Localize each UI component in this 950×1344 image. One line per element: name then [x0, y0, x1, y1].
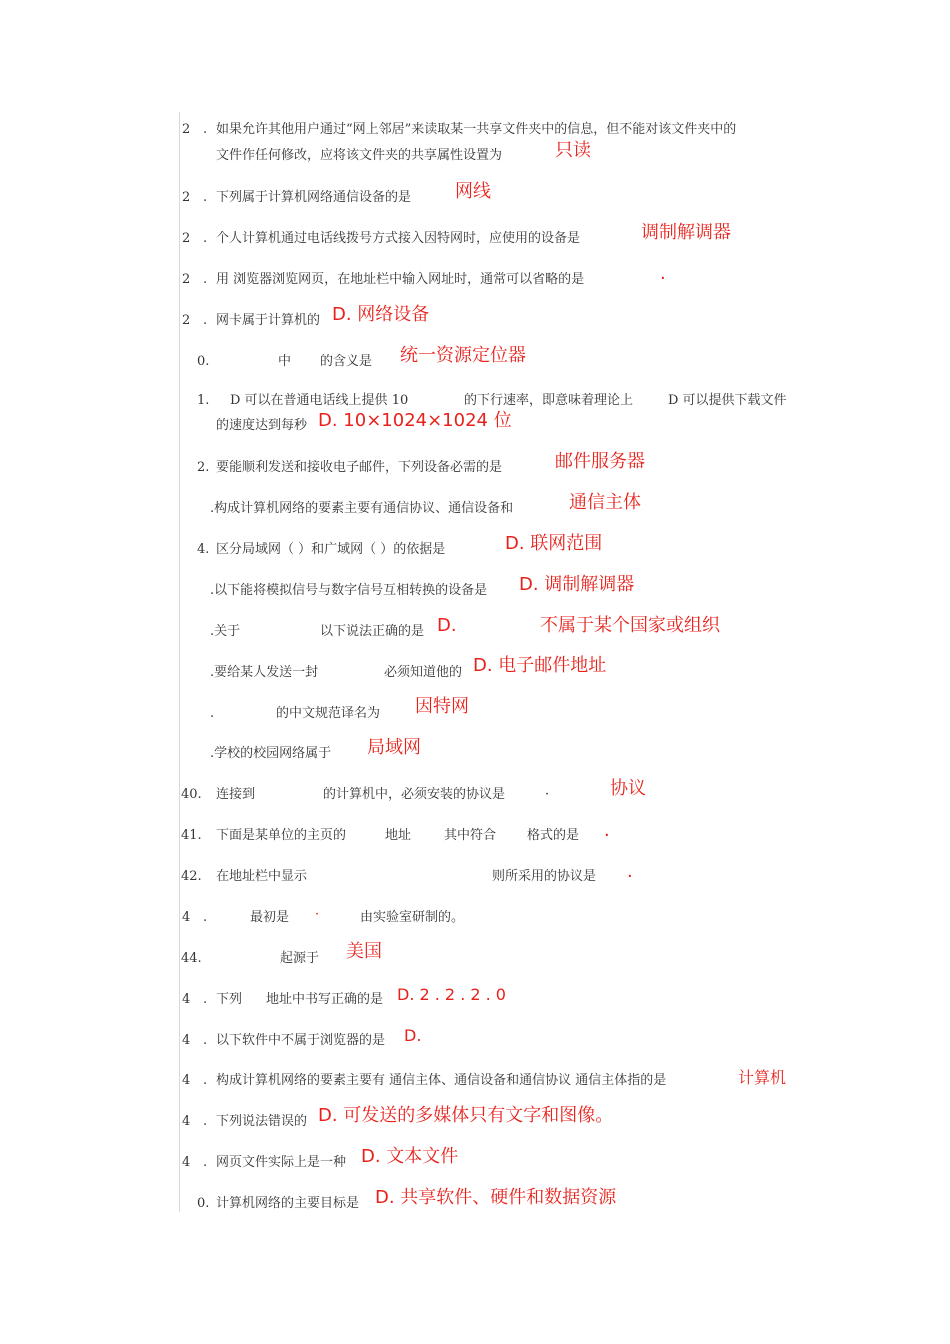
question-text: 的速度达到每秒	[216, 418, 308, 433]
question-text: 构成计算机网络的要素主要有 通信主体、通信设备和通信协议 通信主体指的是	[216, 1073, 667, 1088]
question-text: 的下行速率，即意味着理论上	[464, 393, 634, 408]
answer-text: 局域网	[367, 737, 421, 758]
answer-text: 调制解调器	[641, 222, 731, 243]
question-number: 2	[182, 231, 191, 246]
left-margin-line	[179, 112, 180, 1212]
question-text: .关于	[210, 624, 241, 639]
question-text: 要能顺利发送和接收电子邮件，下列设备必需的是	[216, 460, 503, 475]
answer-text: 计算机	[738, 1068, 787, 1087]
question-text: 区分局域网（ ）和广域网（ ）的依据是	[216, 542, 446, 557]
question-dot: ·	[315, 907, 320, 922]
answer-text: D. 联网范围	[505, 533, 603, 554]
answer-text: D. 10×1024×1024 位	[318, 410, 512, 431]
answer-text: 统一资源定位器	[400, 345, 526, 366]
question-text: 文件作任何修改，应将该文件夹的共享属性设置为	[216, 148, 503, 163]
question-text: 下列	[216, 992, 243, 1007]
question-text: 起源于	[280, 951, 320, 966]
question-text: 必须知道他的	[384, 665, 463, 680]
question-number: 2.	[197, 460, 210, 475]
question-number: 42.	[181, 869, 202, 884]
question-number: 2	[182, 190, 191, 205]
answer-text: 通信主体	[569, 492, 641, 513]
question-text: .以下能将模拟信号与数字信号互相转换的设备是	[210, 583, 488, 598]
question-number: 2	[182, 272, 191, 287]
question-dot: .	[203, 122, 208, 137]
question-text: 的计算机中，必须安装的协议是	[323, 787, 506, 802]
question-number: 4	[182, 910, 191, 925]
question-number: 2	[182, 122, 191, 137]
question-text: 计算机网络的主要目标是	[216, 1196, 360, 1211]
question-number: 4	[182, 1114, 191, 1129]
question-text: 下面是某单位的主页的	[216, 828, 347, 843]
question-dot: .	[203, 231, 208, 246]
question-text: 用 浏览器浏览网页，在地址栏中输入网址时，通常可以省略的是	[216, 272, 585, 287]
question-text: D 可以在普通电话线上提供 10	[230, 393, 409, 408]
answer-text: 只读	[555, 140, 591, 161]
question-text: 下列说法错误的	[216, 1114, 308, 1129]
question-text: 最初是	[250, 910, 290, 925]
question-dot: .	[203, 1033, 208, 1048]
question-number: 4.	[197, 542, 210, 557]
question-text: 以下说法正确的是	[320, 624, 425, 639]
question-text: .	[210, 706, 215, 721]
answer-text: 协议	[610, 778, 646, 799]
question-number: 0.	[197, 354, 210, 369]
answer-text: D. 调制解调器	[519, 574, 635, 595]
answer-text: D. 共享软件、硬件和数据资源	[375, 1187, 617, 1208]
answer-text: ·	[627, 866, 633, 887]
question-number: 44.	[181, 951, 202, 966]
answer-text: D. 可发送的多媒体只有文字和图像。	[318, 1105, 614, 1126]
question-text: 的中文规范译名为	[276, 706, 381, 721]
question-number: 0.	[197, 1196, 210, 1211]
question-number: 4	[182, 1073, 191, 1088]
question-text: .学校的校园网络属于	[210, 746, 332, 761]
question-text: 地址中书写正确的是	[266, 992, 384, 1007]
question-text: 其中符合	[444, 828, 497, 843]
question-number: 4	[182, 992, 191, 1007]
question-text: 下列属于计算机网络通信设备的是	[216, 190, 412, 205]
answer-text: 不属于某个国家或组织	[540, 615, 720, 636]
question-number: 4	[182, 1155, 191, 1170]
question-dot: .	[203, 1155, 208, 1170]
answer-text: D. 文本文件	[361, 1146, 459, 1167]
question-text: 如果允许其他用户通过“网上邻居”来读取某一共享文件夹中的信息，但不能对该文件夹中的	[216, 122, 737, 137]
question-text: 格式的是	[527, 828, 580, 843]
question-text: 的含义是	[320, 354, 373, 369]
answer-text: D. 2 . 2 . 2 . 0	[397, 985, 506, 1004]
answer-text: 网线	[455, 181, 491, 202]
question-text: 在地址栏中显示	[216, 869, 308, 884]
answer-text: D. 电子邮件地址	[473, 655, 607, 676]
answer-text: ·	[604, 825, 610, 846]
question-text: 以下软件中不属于浏览器的是	[216, 1033, 386, 1048]
answer-text: 因特网	[415, 696, 469, 717]
question-dot: ·	[545, 787, 550, 802]
question-text: 网页文件实际上是一种	[216, 1155, 347, 1170]
question-dot: .	[203, 272, 208, 287]
answer-text: D.	[437, 615, 457, 636]
question-number: 41.	[181, 828, 202, 843]
question-dot: .	[203, 1073, 208, 1088]
question-text: 则所采用的协议是	[492, 869, 597, 884]
answer-text: D.	[404, 1026, 422, 1045]
question-text: 个人计算机通过电话线拨号方式接入因特网时，应使用的设备是	[216, 231, 581, 246]
question-text: 地址	[385, 828, 412, 843]
question-dot: .	[203, 910, 208, 925]
answer-text: 美国	[346, 941, 382, 962]
question-dot: .	[203, 1114, 208, 1129]
question-number: 4	[182, 1033, 191, 1048]
question-text: 网卡属于计算机的	[216, 313, 321, 328]
question-number: 2	[182, 313, 191, 328]
question-text: 中	[278, 354, 292, 369]
question-number: 40.	[181, 787, 202, 802]
question-text: 由实验室研制的。	[360, 910, 465, 925]
question-dot: .	[203, 313, 208, 328]
answer-text: 邮件服务器	[555, 451, 645, 472]
question-dot: .	[203, 992, 208, 1007]
question-text: .要给某人发送一封	[210, 665, 319, 680]
question-dot: .	[203, 190, 208, 205]
question-number: 1.	[197, 393, 210, 408]
question-text: 连接到	[216, 787, 256, 802]
answer-text: ·	[660, 268, 666, 289]
question-text: D 可以提供下载文件	[668, 393, 787, 408]
question-text: .构成计算机网络的要素主要有通信协议、通信设备和	[210, 501, 514, 516]
answer-text: D. 网络设备	[332, 304, 430, 325]
